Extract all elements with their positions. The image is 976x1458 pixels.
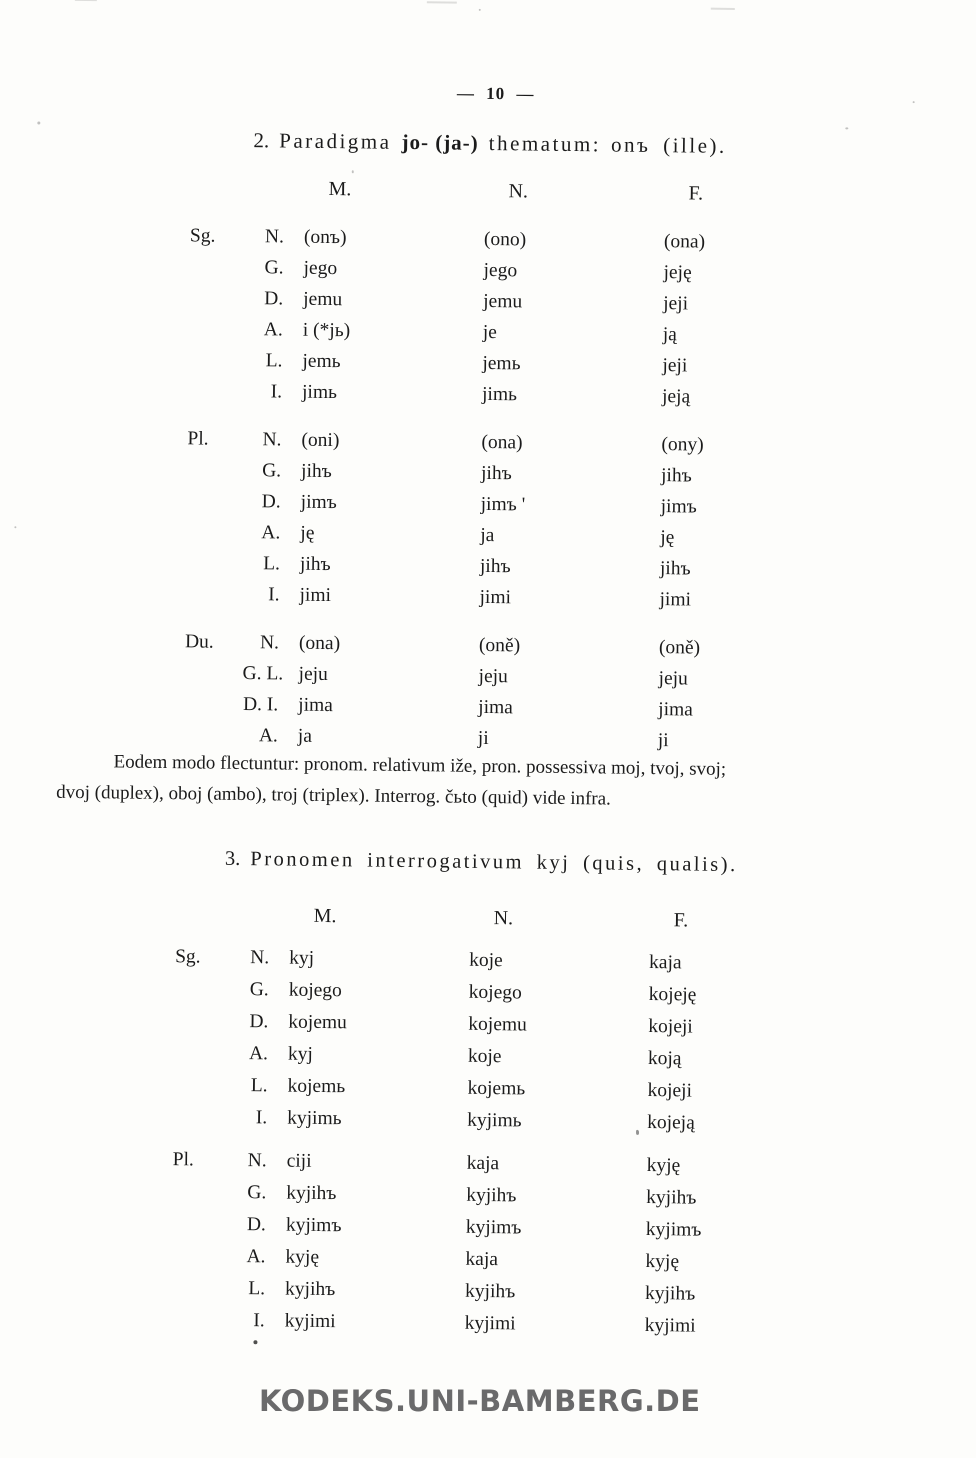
cell: jima (478, 696, 514, 719)
table-row (186, 375, 842, 414)
case-label: I. (270, 381, 283, 403)
group-label (173, 973, 233, 1006)
scan-speck (253, 1340, 257, 1344)
column-header: N. (508, 180, 529, 203)
case-label: N. (262, 429, 282, 451)
cell: jihъ (300, 460, 332, 483)
scan-speck (352, 170, 354, 173)
spacer (233, 899, 289, 932)
group-label (187, 313, 247, 345)
case-label: D. (249, 1011, 269, 1033)
group-label (171, 1101, 231, 1134)
case-label: A. (261, 522, 281, 544)
cell: kyjihъ (646, 1186, 697, 1209)
cell: jimi (299, 584, 332, 607)
cell: jimь (301, 381, 338, 404)
cell: ji (657, 730, 669, 752)
column-header: M. (313, 904, 337, 928)
section-3-number: 3. (224, 847, 241, 870)
cell: koje (469, 949, 503, 972)
cell: jeju (298, 663, 328, 686)
cell: jeju (478, 665, 508, 688)
cell: (onъ) (303, 226, 347, 249)
cell: (ona) (481, 431, 523, 454)
cell: jima (298, 694, 334, 717)
page-number: — 10 — (456, 83, 535, 104)
cell: jihъ (660, 465, 692, 487)
cell: kojego (468, 981, 522, 1004)
cell: (ona) (298, 632, 341, 655)
cell: (oně) (658, 637, 701, 659)
group-label (169, 1272, 229, 1305)
section-3-heading-text: Pronomen interrogativum kyj (quis, qualis). (250, 848, 738, 877)
cell: jemь (482, 352, 521, 375)
group-label: Pl. (187, 428, 209, 450)
scan-speck (14, 526, 16, 528)
cell: kyjihъ (286, 1182, 337, 1205)
cell: ję (660, 527, 675, 549)
cell: kyjimi (284, 1310, 336, 1333)
note-line: Eodem modo flectuntur: pronom. relativum iže, pron. possessiva moj, tvoj, svoj; (113, 751, 727, 780)
table-row (171, 1101, 827, 1141)
group-label (187, 251, 247, 283)
case-label: A. (263, 319, 283, 341)
cell: ciji (286, 1150, 312, 1172)
cell: ji (477, 727, 489, 750)
table-row (183, 578, 839, 617)
cell: kyjihъ (466, 1184, 517, 1207)
cell: jimi (659, 589, 692, 611)
cell: kojemь (467, 1077, 526, 1100)
group-label: Sg. (175, 946, 201, 968)
section-2-heading-bold: jo- (ja-) (401, 129, 479, 155)
group-label: Du. (184, 631, 214, 653)
group-label (172, 1037, 232, 1070)
case-label: N. (259, 632, 280, 654)
cell: kojego (288, 979, 342, 1002)
cell: kojeję (648, 983, 697, 1006)
cell: (ony) (661, 434, 704, 456)
group-label (171, 1069, 231, 1102)
cell: kaja (648, 951, 682, 974)
spacer (173, 898, 233, 931)
group-label (184, 516, 244, 548)
case-label: I. (253, 1310, 265, 1332)
cell: kyjimь (287, 1107, 342, 1130)
case-label: A. (246, 1246, 266, 1268)
spacer (188, 172, 248, 204)
case-label: I. (255, 1107, 268, 1129)
cell: kojemu (468, 1013, 527, 1036)
scan-speck (636, 1130, 639, 1135)
cell: jemu (303, 288, 343, 311)
scan-artifact (427, 1, 457, 3)
cell: kojeją (647, 1111, 695, 1134)
cell: kyjimi (644, 1314, 696, 1337)
group-label (182, 657, 242, 689)
cell: kyjimъ (285, 1214, 342, 1237)
section-2-heading-mid: thematum: (488, 130, 602, 157)
table-row (169, 1304, 825, 1344)
case-label: N. (264, 226, 285, 248)
column-header: N. (493, 907, 514, 930)
cell: kyję (645, 1250, 680, 1273)
cell: jeję (663, 262, 692, 284)
case-label: N. (250, 947, 270, 969)
scan-speck (845, 127, 848, 129)
cell: jihъ (659, 558, 691, 580)
cell: ję (300, 522, 315, 544)
group-label (169, 1304, 229, 1337)
cell: kojeji (647, 1079, 693, 1102)
cell: i (*jь) (302, 319, 351, 342)
case-label: G. L. (242, 662, 284, 685)
group-label (170, 1208, 230, 1241)
cell: jimi (479, 586, 512, 609)
cell: jimъ ' (480, 493, 526, 516)
group-label (184, 547, 244, 579)
cell: kyję (285, 1246, 320, 1268)
cell: jimъ (300, 491, 337, 514)
cell: jemь (302, 350, 341, 373)
note-paragraph (56, 746, 923, 819)
cell: kyj (289, 947, 315, 969)
case-label: L. (263, 553, 281, 575)
group-label (169, 1240, 229, 1273)
section-2-heading-tail: onъ (ille). (610, 132, 727, 158)
column-header: M. (328, 178, 352, 201)
group-label (186, 344, 246, 376)
cell: kojemь (287, 1075, 346, 1098)
group-label (170, 1176, 230, 1209)
note-line: dvoj (duplex), oboj (ambo), troj (triplex). Interrog. čьto (quid) vide infra. (56, 781, 612, 810)
case-label: L. (250, 1075, 268, 1097)
cell: kyjimь (467, 1109, 522, 1132)
table-header-row (188, 172, 844, 211)
case-label: G. (264, 257, 284, 279)
cell: (oně) (478, 634, 521, 657)
cell: (ona) (663, 231, 706, 253)
case-label: D. (246, 1214, 267, 1236)
group-label (172, 1005, 232, 1038)
cell: jihъ (479, 555, 511, 578)
cell: jeją (661, 386, 691, 408)
cell: (ono) (483, 228, 527, 251)
cell: kyjimi (464, 1312, 516, 1335)
case-label: A. (248, 1043, 269, 1065)
case-label: A. (258, 725, 278, 747)
cell: jego (303, 257, 338, 280)
scan-speck (37, 121, 40, 124)
cell: kyj (287, 1043, 314, 1065)
group-label (185, 454, 245, 486)
cell: jimь (481, 383, 518, 406)
cell: kaja (466, 1152, 500, 1175)
case-label: D. (261, 491, 281, 513)
section-2-number: 2. (253, 128, 270, 153)
case-label: L. (265, 350, 283, 372)
cell: jego (483, 259, 518, 282)
cell: jimъ (660, 496, 697, 518)
group-label (182, 719, 242, 751)
cell: kyjimъ (465, 1216, 522, 1239)
group-label: Pl. (172, 1149, 194, 1171)
section-3-heading (0, 845, 974, 880)
cell: kyjihъ (464, 1280, 516, 1303)
section-2-heading (7, 125, 976, 162)
section-2-heading-pre: Paradigma (279, 128, 392, 154)
cell: jeju (658, 668, 688, 690)
cell: kyjimъ (645, 1218, 702, 1241)
cell: jihъ (480, 462, 512, 485)
case-label: G. (249, 979, 269, 1001)
cell: ja (480, 524, 495, 547)
paradigm-table-kyj (169, 898, 830, 1344)
spacer (248, 173, 304, 205)
group-label: Sg. (189, 225, 216, 247)
cell: jima (658, 699, 694, 721)
cell: jeji (663, 293, 689, 315)
scan-artifact (75, 0, 97, 1)
cell: je (482, 321, 498, 344)
cell: koje (467, 1045, 502, 1068)
case-label: I. (268, 584, 280, 606)
cell: kojeji (648, 1015, 693, 1038)
group-label (185, 485, 245, 517)
case-label: G. (262, 460, 282, 482)
cell: kyjihъ (644, 1282, 696, 1305)
group-label (183, 578, 243, 610)
cell: jeji (662, 355, 688, 377)
case-label: G. (247, 1182, 267, 1204)
cell: ja (297, 725, 313, 747)
table-header-row (173, 898, 829, 938)
case-label: N. (247, 1150, 267, 1172)
cell: ją (662, 324, 678, 346)
cell: kyjihъ (284, 1278, 336, 1301)
cell: kojemu (288, 1011, 347, 1034)
group-label (182, 688, 242, 720)
scan-speck (913, 101, 915, 103)
cell: (oni) (301, 429, 340, 452)
paradigm-table-onъ (182, 172, 845, 758)
cell: koją (647, 1047, 682, 1070)
scan-speck (479, 9, 481, 11)
cell: kyję (646, 1154, 681, 1177)
group-label (187, 282, 247, 314)
column-header: F. (688, 182, 704, 205)
scan-artifact (711, 8, 735, 10)
column-header: F. (673, 909, 689, 932)
cell: kaja (465, 1248, 499, 1271)
group-label (186, 375, 246, 407)
case-label: D. (264, 288, 284, 310)
case-label: D. I. (242, 694, 279, 716)
library-watermark: KODEKS.UNI-BAMBERG.DE (258, 1383, 701, 1418)
case-label: L. (248, 1278, 266, 1300)
cell: jihъ (299, 553, 331, 576)
cell: jemu (483, 290, 523, 313)
